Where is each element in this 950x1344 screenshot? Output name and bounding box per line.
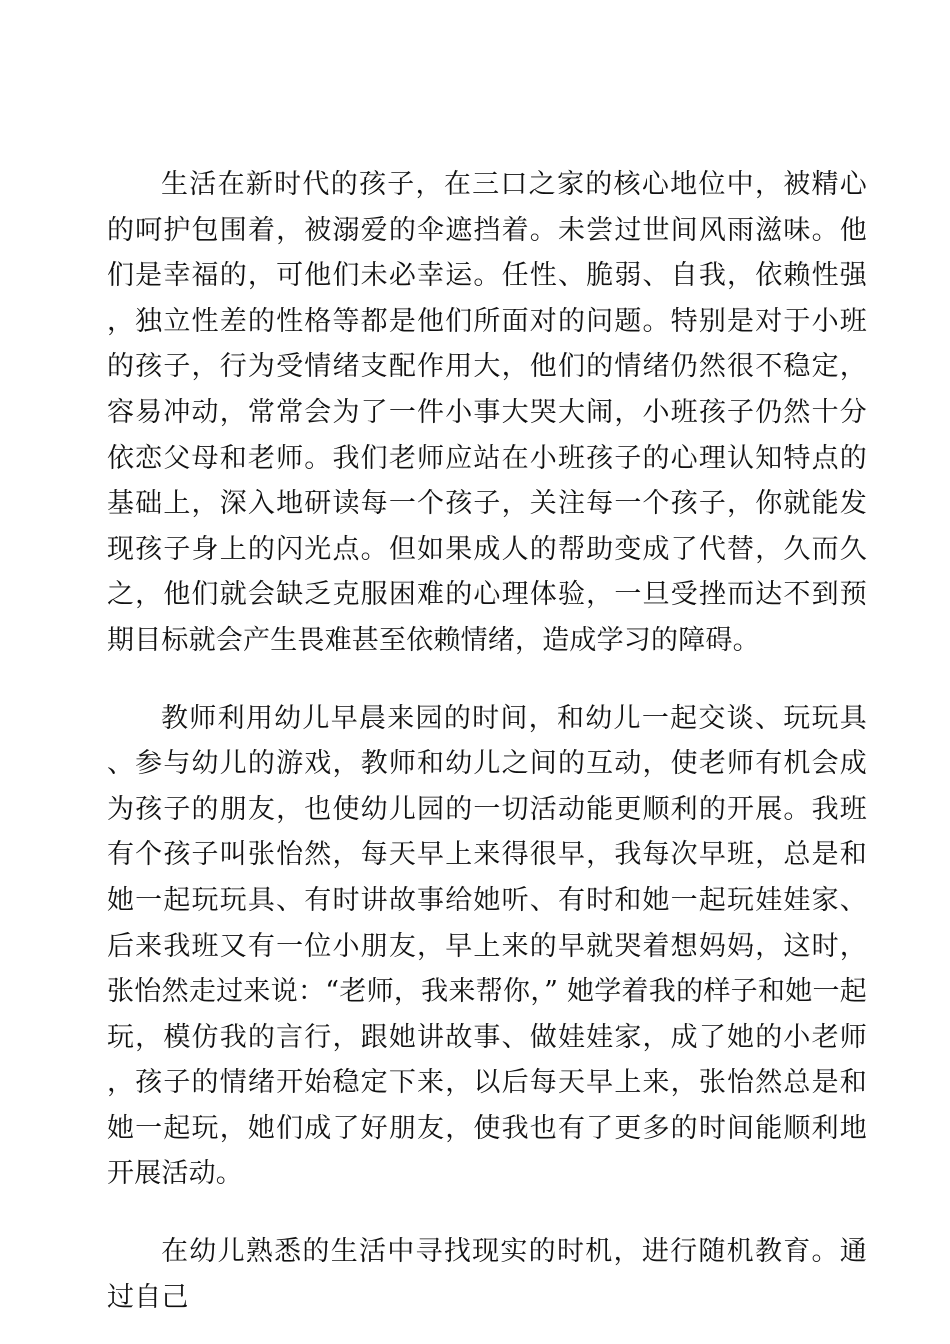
paragraph-child-emotions: 生活在新时代的孩子，在三口之家的核心地位中，被精心的呵护包围着，被溺爱的伞遮挡着。未尝过世间风雨滋味。他们是幸福的，可他们未必幸运。任性、脆弱、自我，依赖性强，独立性差的性格等都是他们所面对的问题。特别是对于小班的孩子，行为受情绪支配作用大，他们的情绪仍然很不稳定，容易冲动，常常会为了一件小事大哭大闹，小班孩子仍然十分依恋父母和老师。我们老师应站在小班孩子的心理认知特点的基础上，深入地研读每一个孩子，关注每一个孩子，你就能发现孩子身上的闪光点。但如果成人的帮助变成了代替，久而久之，他们就会缺乏克服困难的心理体验，一旦受挫而达不到预期目标就会产生畏难甚至依赖情绪，造成学习的障碍。 (107, 169, 867, 656)
paragraph-morning-interaction: 教师利用幼儿早晨来园的时间，和幼儿一起交谈、玩玩具、参与幼儿的游戏，教师和幼儿之间的互动，使老师有机会成为孩子的朋友，也使幼儿园的一切活动能更顺利的开展。我班有个孩子叫张怡然，每天早上来得很早，我每次早班，总是和她一起玩玩具、有时讲故事给她听、有时和她一起玩娃娃家、后来我班又有一位小朋友，早上来的早就哭着想妈妈，这时，张怡然走过来说：“老师，我来帮你，” 她学着我的样子和她一起玩，模仿我的言行，跟她讲故事、做娃娃家，成了她的小老师，孩子的情绪开始稳定下来，以后每天早上来，张怡然总是和她一起玩，她们成了好朋友，使我也有了更多的时间能顺利地开展活动。 (107, 702, 867, 1190)
document-body (107, 162, 867, 1320)
paragraph-random-education: 在幼儿熟悉的生活中寻找现实的时机，进行随机教育。通过自己 (107, 1236, 867, 1313)
